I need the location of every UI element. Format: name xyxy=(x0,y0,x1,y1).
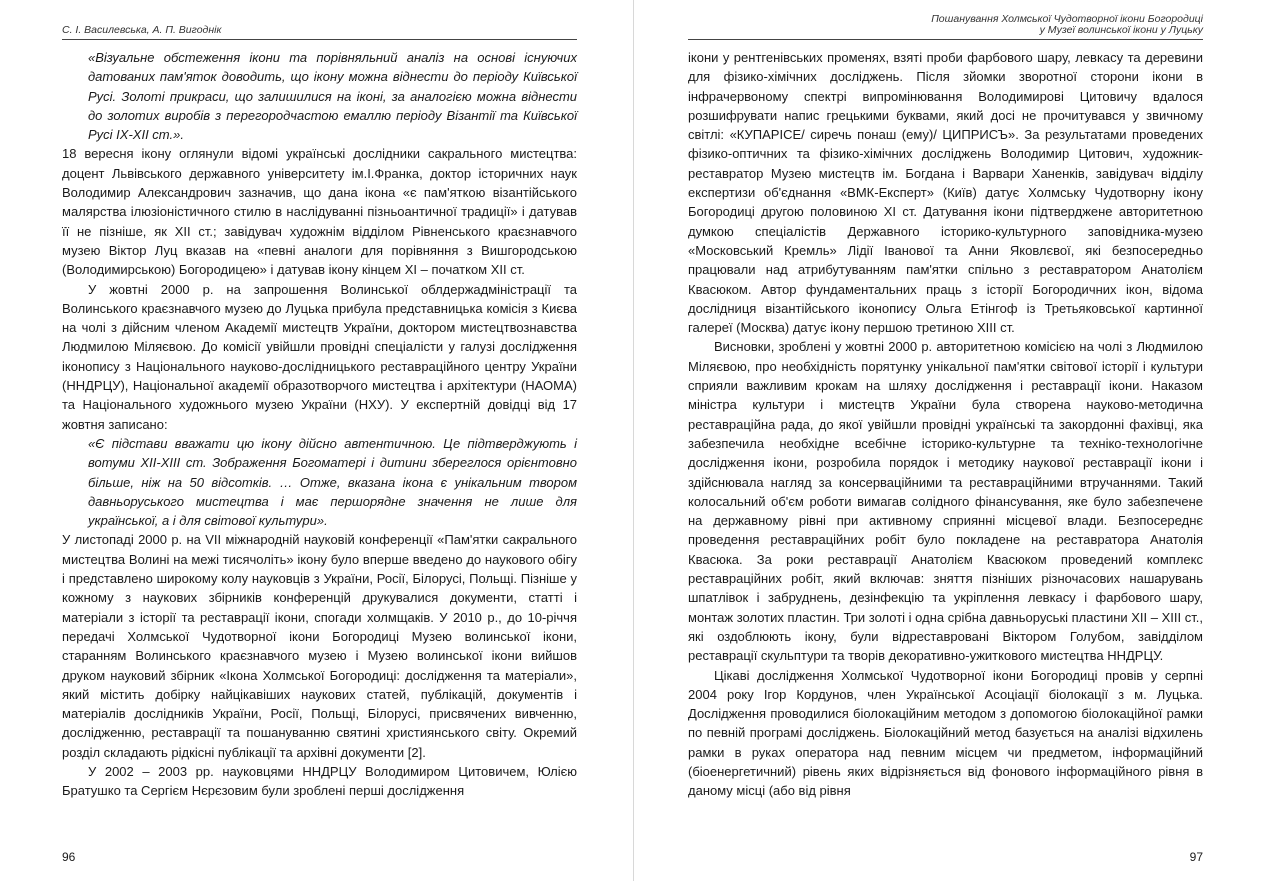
quote-paragraph: «Є підстави вважати цю ікону дійсно автентичною. Це підтверджують і вотуми ХІІ-ХІІІ ст. Зображення Богоматері і дитини збереглося орієнтовно більше, ніж на 50 відсотків. … Отже, вказана ікона є унікальним твором давньоруського мистецтва і має першорядне значення не лише для української, а і для світової культури». xyxy=(88,435,577,529)
header-rule-right xyxy=(688,39,1203,40)
running-head-line2: у Музеї волинської ікони у Луцьку xyxy=(1039,24,1203,36)
page-number-right: 97 xyxy=(1189,850,1203,864)
header-rule-left xyxy=(62,39,577,40)
page-number-left: 96 xyxy=(62,850,76,864)
right-page xyxy=(634,0,1267,881)
paragraph: ікони у рентгенівських променях, взяті проби фарбового шару, левкасу та деревини для фізико-хімічних досліджень. Після зйомки зворотної сторони ікони в інфрачервоному спектрі випромінювання Володимирові Цитовичу вдалося розшифрувати напис грецькими буквами, який досі не прочитувався у звичному світлі: «КУПАРІСЕ/ сиречь понаш (ему)/ ЦИПРИСЪ». За результатами проведених фізико-оптичних та фізико-хімічних досліджень Володимир Цитович, художник-реставратор Музею мистецтв ім. Богдана і Варвари Ханенків, завідувач відділу експертизи об'єднання «ВМК-Експерт» (Київ) датує Холмську Чудотворну ікону Богородиці другою половиною ХІ ст. Датування ікони підтверджене авторитетною думкою спеціалістів Державного історико-культурного заповідника-музею «Московський Кремль» Лідії Іванової та Анни Яковлєвої, які безпосередньо працювали над атрибутуванням пам'ятки спільно з реставратором Анатолієм Квасюком. Автор фундаментальних праць з історії Богородичних ікон, відома дослідниця візантійського іконопису Ольга Етінгоф із Третьяковської картинної галереї (Москва) датує ікону першою третиною ХІІІ ст. xyxy=(688,50,1203,336)
left-page-body xyxy=(62,48,577,801)
right-page-body xyxy=(688,48,1203,801)
paragraph: У листопаді 2000 р. на VII міжнародній науковій конференції «Пам'ятки сакрального мистецтва Волині на межі тисячоліть» ікону було вперше введено до наукового обігу і представлено широкому колу науковців з України, Росії, Білорусі, Польщі. Пізніше у кожному з наукових збірників конференцій друкувалися документи, статті і матеріали з історії та реставрації ікони, спогади холмщаків. У 2010 р., до 10-річчя передачі Холмської Чудотворної ікони Богородиці Музею волинської ікони, старанням Волинського краєзнавчого музею і Музею волинської ікони вийшов друком науковий збірник «Ікона Холмської Богородиці: дослідження та матеріали», який містить добірку найцікавіших наукових статей, публікацій, документів і матеріалів дослідників України, Росії, Польщі, Білорусі, присвячених вивченню, дослідженню, реставрації та пошануванню святині християнського світу. Окремий розділ складають рідкісні публікації та архівні документи [2]. xyxy=(62,532,577,760)
quote-paragraph: «Візуальне обстеження ікони та порівняльний аналіз на основі існуючих датованих пам'яток доводить, що ікону можна віднести до періоду Київської Русі. Золоті прикраси, що залишилися на іконі, за аналогією можна віднести до золотих виробів з перегородчастою емаллю періоду Візантії та Київської Русі ІХ-ХІІ ст.». xyxy=(88,50,577,143)
paragraph: Висновки, зроблені у жовтні 2000 р. авторитетною комісією на чолі з Людмилою Міляєвою, про необхідність порятунку унікальної пам'ятки світової історії і культури сприяли важливим крокам на шляху дослідження і реставрації ікони. Наказом міністра культури і мистецтв України була створена науково-методична реставраційна рада, до якої увійшли провідні українські та закордонні фахівці, яка забезпечила необхідне всебічне історико-культурне та техніко-технологічне дослідження ікони, розробила порядок і методику наукової реставрації ікони і здійснювала нагляд за консерваційними та реставраційними втручаннями. Такий колосальний об'єм роботи вимагав солідного фінансування, яке було забезпечене на державному рівні при активному сприянні місцевої влади. Безпосереднє проведення реставраційних робіт було покладене на реставратора Анатолія Квасюка. За роки реставрації Анатолієм Квасюком проведений комплекс реставраційних робіт, який включав: зняття пізніших різночасових нашарувань шпатлівок і забруднень, дезінфекцію та укріплення левкасу і фарбового шару, монтаж золотих пластин. Три золоті і одна срібна давньоруські пластини ХІІ – ХІІІ ст., які оздоблюють ікону, були відреставровані Віктором Голубом, завідділом реставрації скульптури та творів декоративно-ужиткового мистецтва ННДРЦУ. xyxy=(688,339,1203,664)
running-head-right xyxy=(931,14,1203,36)
running-head-left: С. І. Василевська, А. П. Вигоднік xyxy=(62,24,222,36)
running-head-line1: Пошанування Холмської Чудотворної ікони Богородиці xyxy=(931,13,1203,25)
paragraph: У жовтні 2000 р. на запрошення Волинської облдержадміністрації та Волинського краєзнавчого музею до Луцька прибула представницька комісія з Києва на чолі з дійсним членом Академії мистецтв України, доктором мистецтвознавства Людмилою Міляєвою. До комісії увійшли провідні спеціалісти у галузі дослідження іконопису з Національного науково-дослідницького реставраційного центру України (ННДРЦУ), Національної академії образотворчого мистецтва і архітектури (НАОМА) та Національного художнього музею України (НХУ). У експертній довідці від 17 жовтня записано: xyxy=(62,281,577,432)
paragraph: 18 вересня ікону оглянули відомі українські дослідники сакрального мистецтва: доцент Львівського державного університету ім.І.Франка, доктор історичних наук Володимир Александрович зазначив, що дана ікона «є пам'яткою візантійського малярства ілюзіоністичного стилю в наслідуванні пізньоантичної традиції» і датував її не пізніше, як ХІІ ст.; завідувач художнім відділом Рівненського краєзнавчого музею Віктор Луц вказав на «певні аналоги для порівняння з Вишгородською (Володимирською) Богородицею» і датував ікону кінцем ХІ – початком ХІІ ст. xyxy=(62,146,577,278)
paragraph: Цікаві дослідження Холмської Чудотворної ікони Богородиці провів у серпні 2004 року Ігор Кордунов, член Української Асоціації біолокації з м. Луцька. Дослідження проводилися біолокаційним методом з допомогою біолокаційної рамки по певній програмі досліджень. Біолокаційний метод базується на аналізі відхилень рамки в руках оператора над певним місцем чи предметом, інформаційний (біоенергетичний) рівень яких відрізняється від фонового інформаційного рівня в даному місці (або від рівня xyxy=(688,667,1203,799)
paragraph: У 2002 – 2003 рр. науковцями ННДРЦУ Володимиром Цитовичем, Юлією Братушко та Сергієм Нєрєзовим були зроблені перші дослідження xyxy=(62,763,577,799)
